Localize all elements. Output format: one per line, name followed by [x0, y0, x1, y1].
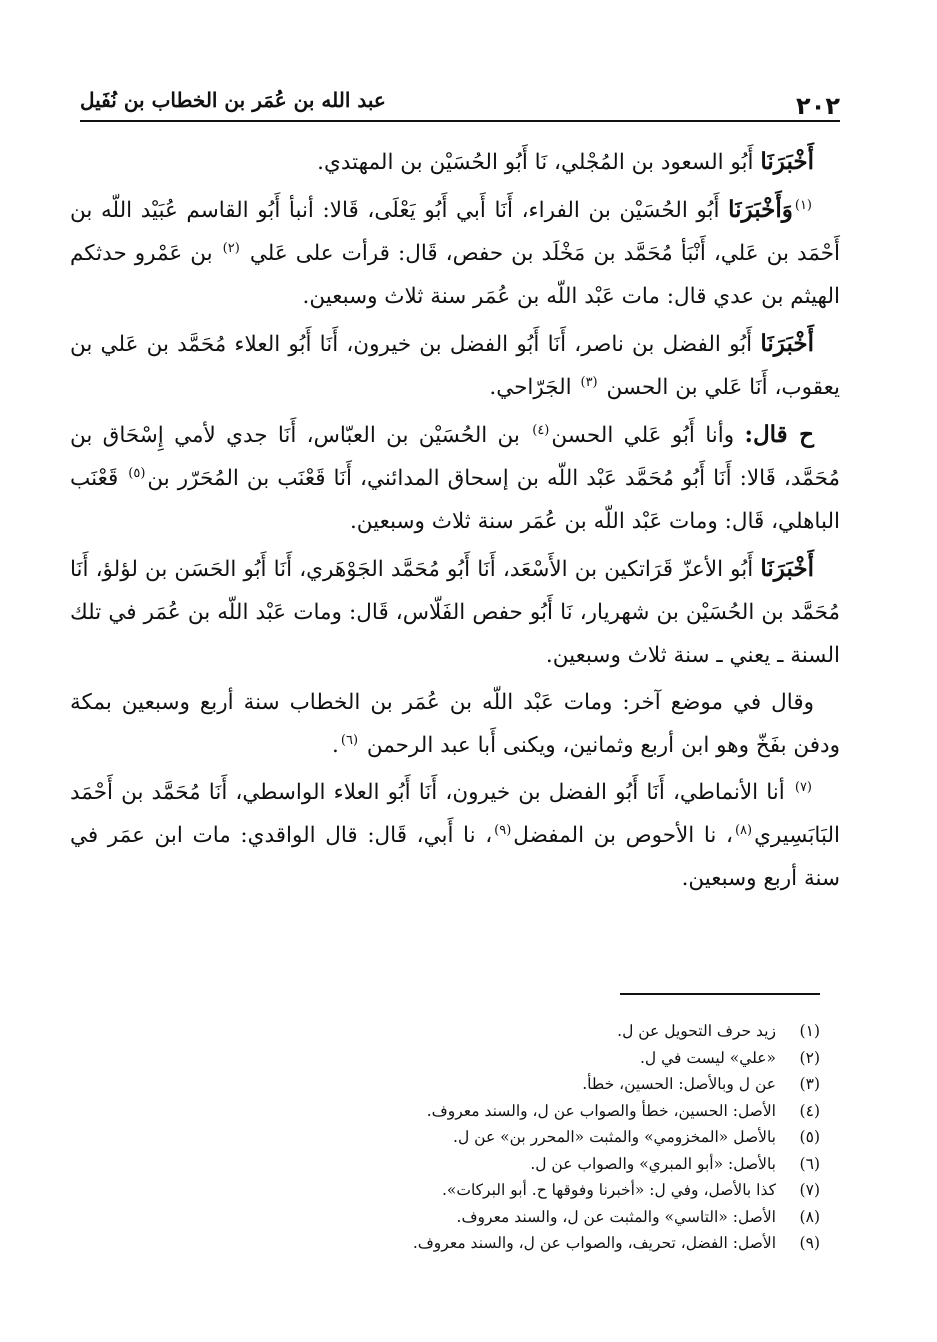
- footnote-text: كذا بالأصل، وفي ل: «أخبرنا وفوقها ح. أبو البركات».: [441, 1181, 776, 1199]
- paragraph-text: أَبُو الفضل بن ناصر، أَنَا أَبُو الفضل بن خيرون، أَنَا أَبُو العلاء مُحَمَّد بن عَلي بن يعقوب، أَنَا عَلي بن الحسن: [70, 332, 840, 400]
- page-number: ٢٠٢: [796, 92, 840, 120]
- paragraph-text: بن عَمْرو حدثكم الهيثم بن عدي قال: مات عَبْد اللّه بن عُمَر سنة ثلاث وسبعين.: [70, 241, 840, 309]
- paragraph-7: [70, 771, 840, 900]
- footnote-ref[interactable]: (٣): [580, 374, 598, 390]
- footnote-number: (٦): [799, 1154, 820, 1173]
- footnotes: [120, 1018, 820, 1257]
- paragraph-text: ، نا أَبي، قَال: قال الواقدي: مات ابن عمَر في سنة أربع وسبعين.: [70, 823, 840, 891]
- footnote-text: الأصل: الحسين، خطأ والصواب عن ل، والسند معروف.: [426, 1101, 776, 1120]
- footnote-number: (٧): [799, 1181, 820, 1199]
- paragraph-text: وقال في موضع آخر: ومات عَبْد اللّه بن عُمَر بن الخطاب سنة أربع وسبعين بمكة ودفن بفَخّ وهو ابن أربع وثمانين، ويكنى أَبا عبد الرحمن: [70, 690, 840, 758]
- running-header: [80, 88, 840, 122]
- paragraph-keyword: أَخْبَرَنَا: [760, 148, 814, 175]
- paragraph-keyword: ح قال:: [744, 421, 815, 448]
- footnote: [120, 1098, 820, 1125]
- footnote-ref[interactable]: (١): [794, 197, 812, 213]
- footnote-number: (٣): [799, 1075, 820, 1093]
- footnote-ref[interactable]: (٢): [222, 240, 240, 256]
- footnote-text: عن ل وبالأصل: الحسين، خطأ.: [582, 1075, 776, 1093]
- paragraph-text: وأنا أَبُو عَلي الحسن: [551, 423, 745, 448]
- footnote: [120, 1204, 820, 1231]
- footnote-ref[interactable]: (٤): [532, 422, 550, 438]
- paragraph-text: ، نا الأحوص بن المفضل: [513, 823, 733, 848]
- paragraph-text: أنا الأنماطي، أَنَا أَبُو الفضل بن خيرون، أَنَا أَبُو العلاء الواسطي، أَنَا مُحَمَّد بن أَحْمَد البَابَسِيري: [70, 780, 840, 848]
- footnote-ref[interactable]: (٨): [734, 822, 753, 838]
- footnote: [120, 1177, 820, 1204]
- footnote-number: (٩): [799, 1234, 820, 1252]
- footnote-number: (٢): [799, 1048, 820, 1067]
- footnote-number: (٨): [799, 1207, 820, 1226]
- footnote-number: (١): [799, 1022, 820, 1040]
- footnote-text: «علي» ليست في ل.: [639, 1048, 776, 1067]
- paragraph-keyword: أَخْبَرَنَا: [760, 555, 814, 582]
- paragraph-4: [70, 413, 840, 543]
- paragraph-text: الجَرّاحي.: [489, 375, 579, 400]
- paragraph-text: بن الحُسَيْن بن العبّاس، أَنَا جدي لأمي إِسْحَاق بن مُحَمَّد، قَالا: أَنَا أَبُو مُحَمَّد عَبْد اللّه بن إسحاق المدائني، أَنَا قَعْنَب بن المُحَرّر بن: [70, 423, 840, 491]
- paragraph-text: أَبُو السعود بن المُجْلي، نَا أَبُو الحُسَيْن بن المهتدي.: [317, 150, 761, 175]
- footnote: [120, 1071, 820, 1098]
- footnote-text: بالأصل «المخزومي» والمثبت «المحرر بن» عن ل.: [453, 1128, 776, 1146]
- footnote: [120, 1230, 820, 1257]
- paragraph-3: [70, 322, 840, 409]
- paragraph-1: [70, 140, 840, 184]
- footnote-ref[interactable]: (٥): [128, 465, 146, 481]
- paragraph-text: .: [332, 733, 339, 758]
- footnote: [120, 1018, 820, 1045]
- paragraph-keyword: أَخْبَرَنَا: [760, 330, 814, 357]
- footnote-ref[interactable]: (٧): [794, 779, 812, 795]
- paragraph-text: أَبُو الحُسَيْن بن الفراء، أَنَا أَبي أَبُو يَعْلَى، قَالا: أنبأ أَبُو القاسم عُبَيْد اللّه بن أَحْمَد بن عَلي، أَنْبَأ مُحَمَّد بن مَخْلَد بن حفص، قَال: قرأت على عَلي: [70, 198, 840, 266]
- footnote: [120, 1045, 820, 1072]
- running-title: عبد الله بن عُمَر بن الخطاب بن نُفَيل: [80, 88, 386, 112]
- footnote-number: (٥): [799, 1128, 820, 1146]
- footnote-number: (٤): [799, 1101, 820, 1120]
- paragraph-5: [70, 547, 840, 677]
- footnote: [120, 1124, 820, 1151]
- footnote-rule: [620, 993, 820, 995]
- paragraph-keyword: وَأَخْبَرَنَا: [728, 196, 793, 223]
- footnote-text: الأصل: الفضل، تحريف، والصواب عن ل، والسند معروف.: [412, 1234, 776, 1252]
- paragraph-text: أَبُو الأعزّ قَرَاتكين بن الأَسْعَد، أَنَا أَبُو مُحَمَّد الجَوْهَري، أَنَا أَبُو الحَسَن بن لؤلؤ، أَنَا مُحَمَّد بن الحُسَيْن بن شهريار، نَا أَبُو حفص الفَلّاس، قَال: ومات عَبْد اللّه بن عُمَر في تلك السنة ـ يعني ـ سنة ثلاث وسبعين.: [70, 557, 840, 668]
- footnote-ref[interactable]: (٩): [494, 822, 512, 838]
- footnote-text: بالأصل: «أبو المبري» والصواب عن ل.: [530, 1154, 776, 1173]
- header-rule: [80, 120, 840, 122]
- footnote: [120, 1151, 820, 1178]
- paragraph-2: [70, 188, 840, 318]
- paragraph-6: [70, 681, 840, 767]
- footnote-text: زيد حرف التحويل عن ل.: [617, 1022, 776, 1040]
- main-text: [70, 140, 840, 904]
- footnote-ref[interactable]: (٦): [340, 732, 359, 748]
- footnote-text: الأصل: «التاسي» والمثبت عن ل، والسند معروف.: [456, 1207, 776, 1226]
- paragraph-text: قَعْنَب الباهلي، قَال: ومات عَبْد اللّه بن عُمَر سنة ثلاث وسبعين.: [70, 466, 840, 534]
